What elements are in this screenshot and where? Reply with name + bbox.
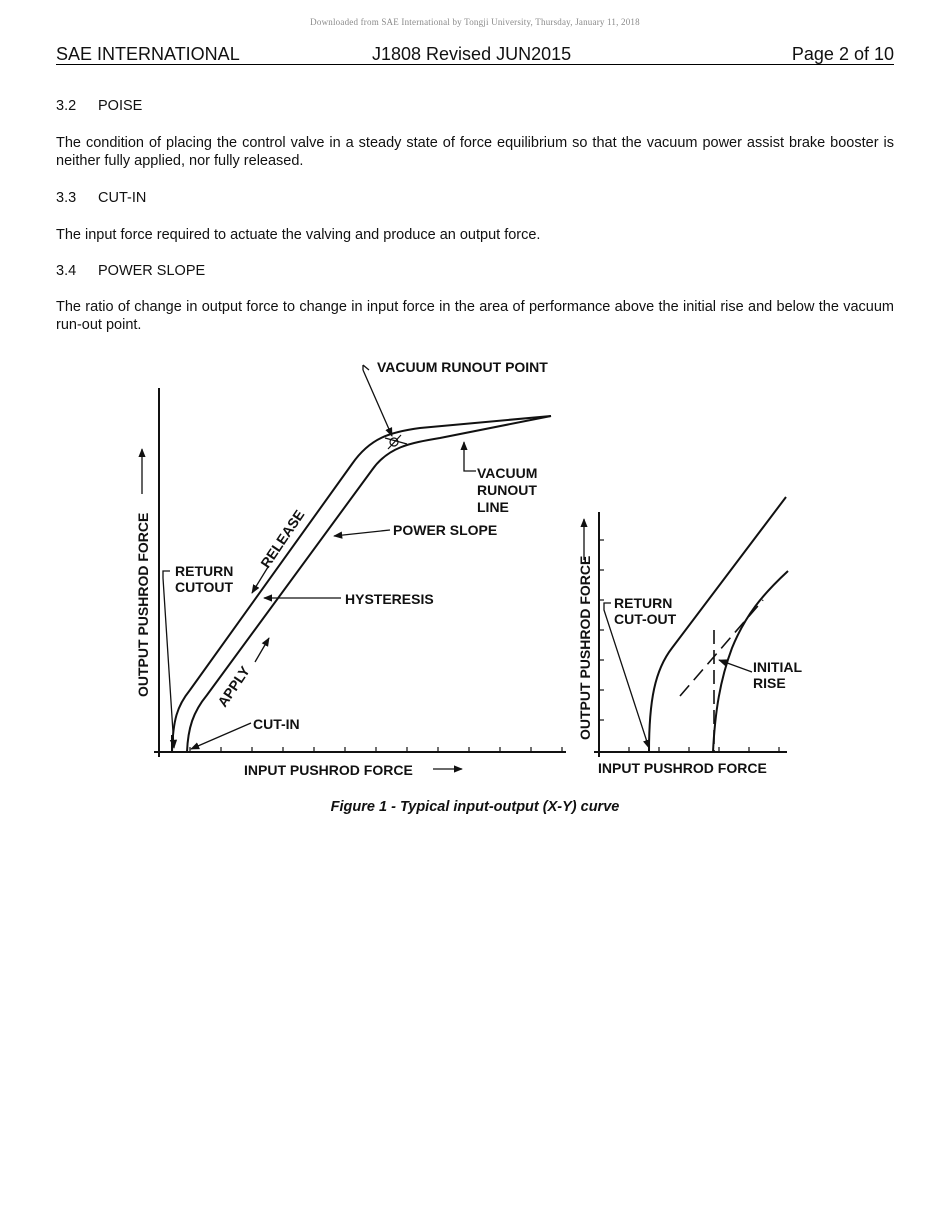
page-header <box>56 44 894 65</box>
label-cut-in: CUT-IN <box>253 716 300 732</box>
label-return-cut-out: CUT-OUT <box>614 611 677 627</box>
label-power-slope: POWER SLOPE <box>393 522 498 538</box>
section-3-3-text: The input force required to actuate the valving and produce an output force. <box>56 227 541 243</box>
right-chart <box>584 497 788 757</box>
label-return-cutout: RETURN <box>175 563 234 579</box>
section-title: POWER SLOPE <box>98 263 206 279</box>
section-3-4-heading <box>56 262 205 280</box>
label-vacuum-runout-line: VACUUM <box>477 465 538 481</box>
section-number: 3.4 <box>56 263 77 279</box>
section-number: 3.2 <box>56 98 77 114</box>
right-chart-labels <box>577 556 802 776</box>
download-watermark: Downloaded from SAE International by Tongji University, Thursday, January 11, 2018 <box>310 17 640 27</box>
section-title: CUT-IN <box>98 190 147 206</box>
section-title: POISE <box>98 98 143 114</box>
return-cutout-leader <box>163 571 174 748</box>
label-return-cut-out: RETURN <box>614 595 673 611</box>
label-vacuum-runout-point: VACUUM RUNOUT POINT <box>377 359 548 375</box>
header-page-number: Page 2 of 10 <box>791 44 894 64</box>
label-initial-rise: INITIAL <box>753 659 802 675</box>
section-number: 3.3 <box>56 190 77 206</box>
vacuum-runout-point-leader <box>363 365 392 436</box>
section-3-4-text: The ratio of change in output force to change in input force in the area of performance above the initial rise and below the vacuum run-out point. <box>56 299 894 333</box>
figure-1-drawing <box>0 350 950 780</box>
right-y-axis-label: OUTPUT PUSHROD FORCE <box>577 555 593 740</box>
apply-direction-arrow <box>255 638 269 662</box>
cut-in-leader <box>191 723 251 749</box>
label-vacuum-runout-line: RUNOUT <box>477 482 537 498</box>
right-x-axis-label: INPUT PUSHROD FORCE <box>598 760 767 776</box>
left-y-axis-label: OUTPUT PUSHROD FORCE <box>135 512 151 697</box>
label-hysteresis: HYSTERESIS <box>345 591 434 607</box>
figure-1 <box>0 350 950 780</box>
header-org: SAE INTERNATIONAL <box>56 44 240 64</box>
label-release: RELEASE <box>257 506 308 571</box>
label-apply: APPLY <box>214 663 253 710</box>
release-direction-arrow <box>252 567 268 593</box>
section-3-2-heading <box>56 97 142 115</box>
figure-1-caption: Figure 1 - Typical input-output (X-Y) curve <box>330 799 620 815</box>
label-vacuum-runout-line: LINE <box>477 499 509 515</box>
left-x-axis-label: INPUT PUSHROD FORCE <box>244 762 413 778</box>
section-3-3-heading <box>56 189 146 207</box>
vacuum-runout-line-leader <box>464 442 476 471</box>
section-3-2-text: The condition of placing the control valve in a steady state of force equilibrium so that the vacuum power assist brake booster is neither fully applied, nor fully released. <box>56 135 894 169</box>
header-document-id: J1808 Revised JUN2015 <box>372 44 572 64</box>
power-slope-leader <box>334 530 390 536</box>
label-return-cutout: CUTOUT <box>175 579 234 595</box>
label-initial-rise: RISE <box>753 675 786 691</box>
